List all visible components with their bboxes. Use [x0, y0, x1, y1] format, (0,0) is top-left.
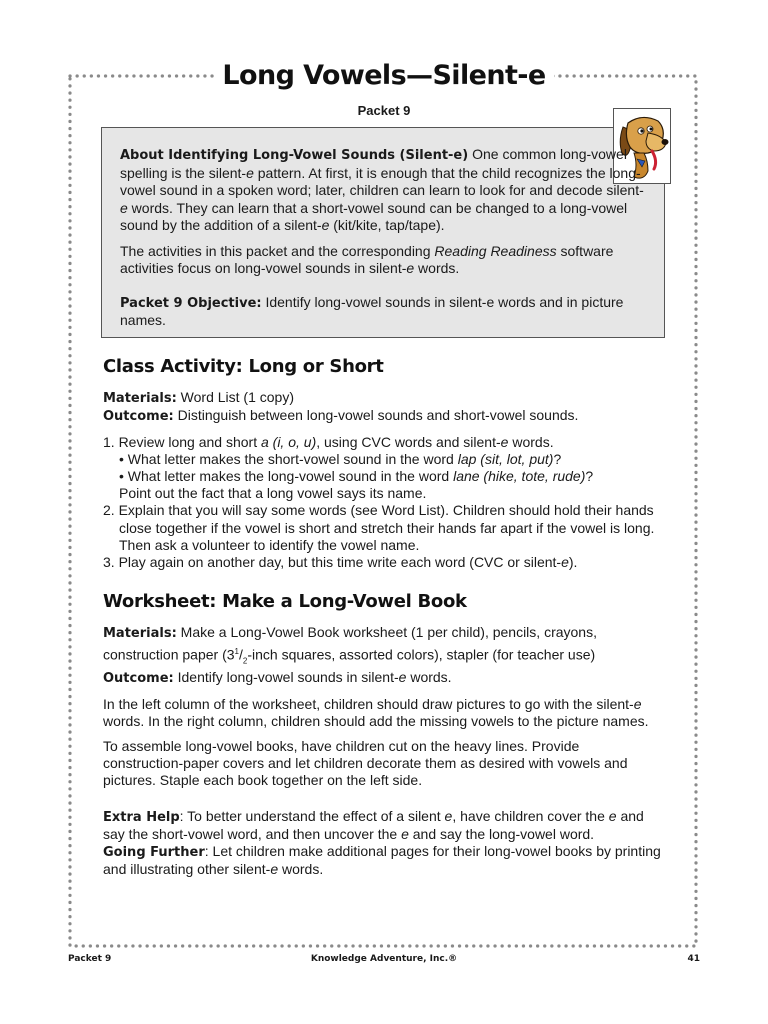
page-title-wrap	[0, 60, 768, 91]
class-activity-heading: Class Activity: Long or Short	[103, 356, 384, 377]
worksheet-heading: Worksheet: Make a Long-Vowel Book	[103, 591, 467, 613]
step-2: 2. Explain that you will say some words (see Word List). Children should hold their hands	[103, 502, 654, 519]
class-materials: Materials: Word List (1 copy)	[103, 389, 295, 407]
step-1-bullet-long: • What letter makes the long-vowel sound in the word lane (hike, tote, rude)?	[119, 468, 594, 485]
packet-objective: Packet 9 Objective: Identify long-vowel sounds in silent-e words and in picture names.	[120, 293, 624, 328]
worksheet-paragraph-2: To assemble long-vowel books, have children cut on the heavy lines. Provide construction-paper covers and let children decorate them as desired with vowels and pictures. Staple each book together on the left side.	[103, 737, 628, 789]
worksheet-outcome: Outcome: Identify long-vowel sounds in silent-e words.	[103, 669, 452, 687]
footer-page-number: 41	[687, 954, 700, 964]
extra-help: Extra Help: To better understand the effect of a silent e, have children cover the e and say the short-vowel word, and then uncover the e and say the long-vowel word.	[103, 807, 644, 842]
about-intro: About Identifying Long-Vowel Sounds (Silent-e) One common long-vowel spelling is the silent-e pattern. At first, it is enough that the child recognizes the long-vowel sound in a spoken word; later, children can learn to look for and decode silent-e words. They can learn that a short-vowel sound can be changed to a long-vowel sound by the addition of a silent-e (kit/kite, tap/tape).	[120, 146, 644, 233]
packet-label: Packet 9	[357, 103, 411, 118]
about-section	[120, 146, 650, 338]
going-further: Going Further: Let children make additional pages for their long-vowel books by printing and illustrating other silent-e words.	[103, 842, 661, 878]
step-3: 3. Play again on another day, but this time write each word (CVC or silent-e).	[103, 554, 578, 571]
worksheet-materials: Materials: Make a Long-Vowel Book worksheet (1 per child), pencils, crayons, construction paper ($3^1/_2$-inch squares, assorted colors), stapler (for teacher use)	[103, 624, 597, 666]
step-2-line-3: Then ask a volunteer to identify the vowel name.	[119, 536, 420, 553]
about-activities-text: The activities in this packet and the corresponding Reading Readiness software activities focus on long-vowel sounds in silent-e words.	[120, 242, 614, 276]
main-content	[103, 358, 663, 878]
footer-packet: Packet 9	[68, 954, 112, 964]
step-1-bullet-short: • What letter makes the short-vowel sound in the word lap (sit, lot, put)?	[119, 450, 562, 467]
step-1-note: Point out the fact that a long vowel says its name.	[119, 485, 427, 502]
class-steps	[103, 434, 663, 572]
page-title: Long Vowels—Silent-e	[214, 60, 553, 91]
footer-publisher: Knowledge Adventure, Inc.®	[310, 954, 458, 964]
step-2-line-2: close together if the vowel is short and stretch their hands far apart if the vowel is long.	[119, 519, 655, 536]
about-heading: About Identifying Long-Vowel Sounds (Silent-e)	[120, 148, 469, 163]
class-outcome: Outcome: Distinguish between long-vowel sounds and short-vowel sounds.	[103, 407, 579, 425]
worksheet-paragraph-1: In the left column of the worksheet, children should draw pictures to go with the silent-e words. In the right column, children should add the missing vowels to the picture names.	[103, 695, 649, 729]
step-1: 1. Review long and short a (i, o, u), using CVC words and silent-e words.	[103, 433, 554, 450]
